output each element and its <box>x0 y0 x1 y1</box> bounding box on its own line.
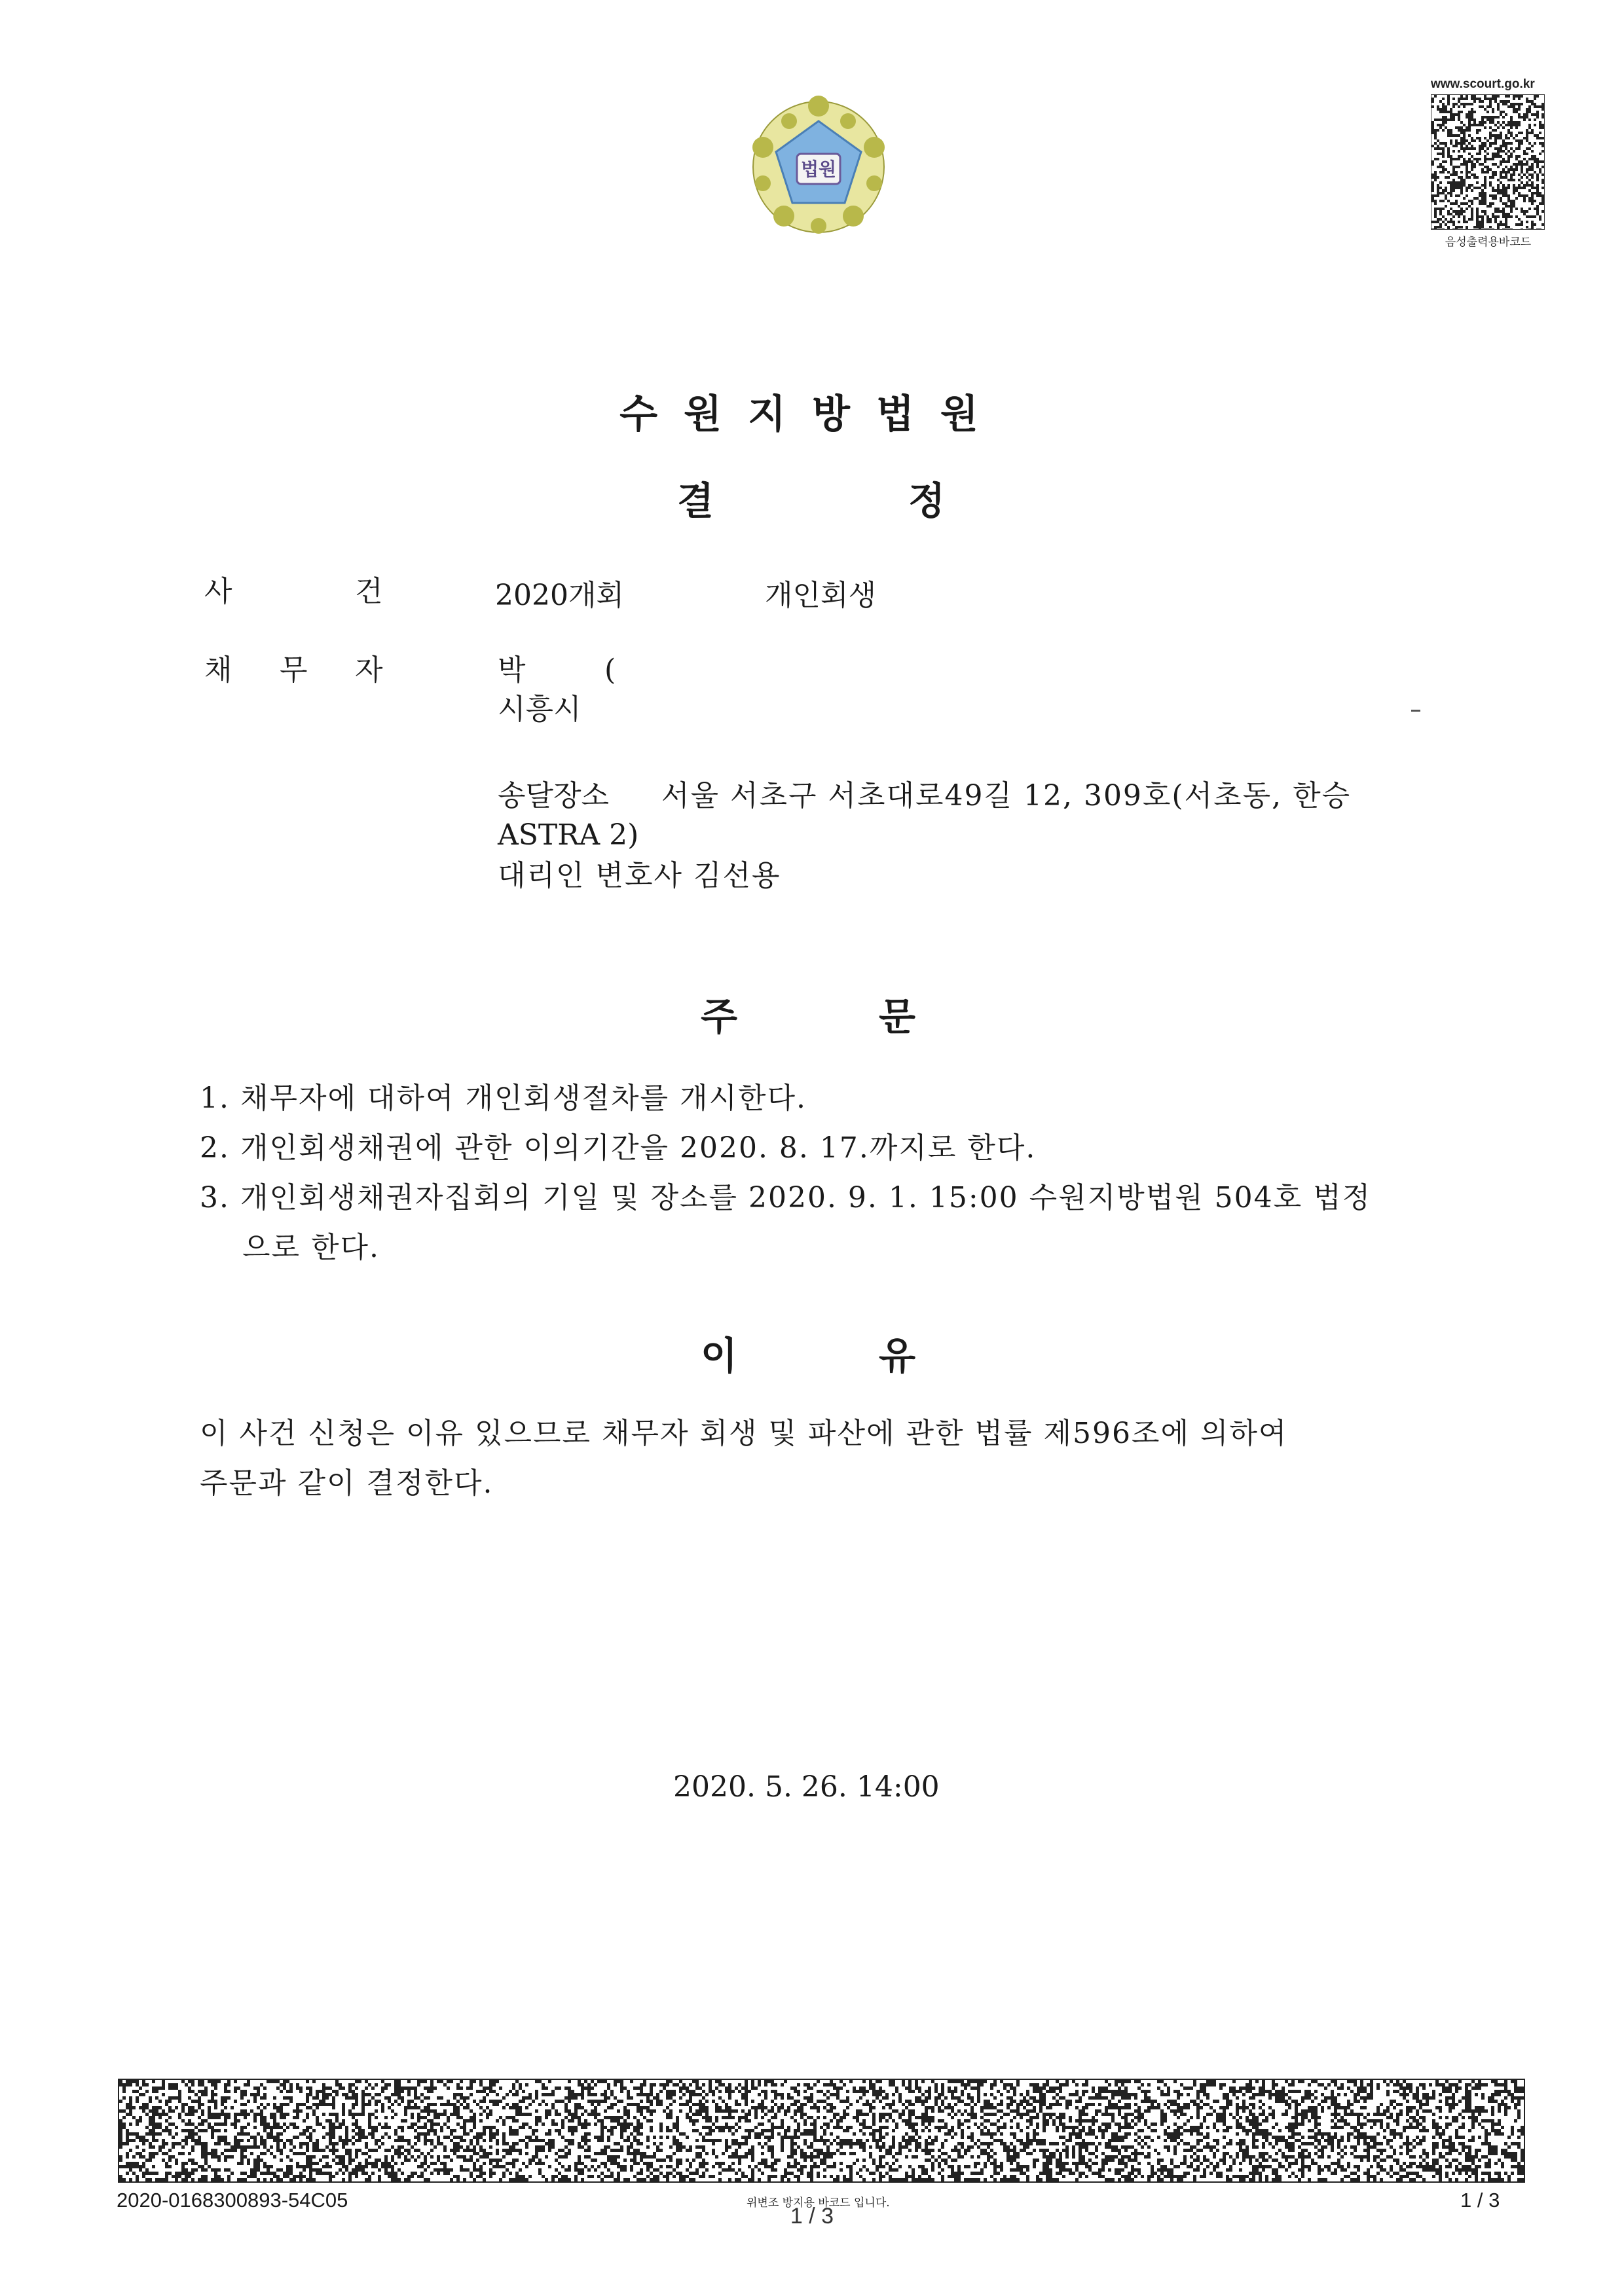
case-label-b: 건 <box>355 575 383 608</box>
order-item-1: 1. 채무자에 대하여 개인회생절차를 개시한다. <box>200 1082 807 1115</box>
anti-forgery-note: 위변조 방지용 바코드 입니다. <box>747 2196 890 2210</box>
seal-text: 법원 <box>800 158 837 180</box>
delivery-label: 송달장소 <box>498 779 610 812</box>
document-number: 2020-0168300893-54C05 <box>117 2189 348 2212</box>
reason-heading-a: 이 <box>701 1334 738 1378</box>
attorney: 대리인 변호사 김선용 <box>498 859 781 892</box>
document-type-char-2: 정 <box>908 479 946 523</box>
reason-heading-b: 유 <box>879 1334 916 1378</box>
redaction-mark <box>1411 710 1420 712</box>
case-type: 개인회생 <box>765 579 877 612</box>
court-name-title: 수원지방법원 <box>619 392 1005 437</box>
qr-code-pattern <box>1431 94 1545 230</box>
anti-forgery-barcode <box>118 2079 1525 2183</box>
debtor-label-a: 채 <box>204 653 232 687</box>
debtor-paren: ( <box>604 653 616 687</box>
debtor-address: 시흥시 <box>498 693 581 726</box>
debtor-label-b: 무 <box>280 653 308 687</box>
barcode-caption: 음성출력용바코드 <box>1445 236 1532 249</box>
case-number: 2020개회 <box>495 579 624 612</box>
court-seal-logo <box>743 92 894 242</box>
delivery-address-line1: 서울 서초구 서초대로49길 12, 309호(서초동, 한승 <box>661 779 1352 812</box>
page-number-right: 1 / 3 <box>1460 2189 1500 2212</box>
document-type-char-1: 결 <box>677 479 714 523</box>
order-item-2: 2. 개인회생채권에 관한 이의기간을 2020. 8. 17.까지로 한다. <box>200 1131 1037 1165</box>
court-url: www.scourt.go.kr <box>1431 77 1535 91</box>
debtor-label-c: 자 <box>355 653 383 687</box>
order-heading-b: 문 <box>879 994 916 1039</box>
delivery-address-line2: ASTRA 2) <box>498 818 639 852</box>
debtor-name: 박 <box>498 653 526 687</box>
reason-line-2: 주문과 같이 결정한다. <box>200 1467 494 1500</box>
reason-line-1: 이 사건 신청은 이유 있으므로 채무자 회생 및 파산에 관한 법률 제596조에 의하여 <box>200 1417 1288 1450</box>
order-item-3: 3. 개인회생채권자집회의 기일 및 장소를 2020. 9. 1. 15:00 수원지방법원 504호 법정 <box>200 1181 1372 1214</box>
order-heading-a: 주 <box>701 994 738 1039</box>
order-item-3-continuation: 으로 한다. <box>242 1231 380 1264</box>
page-number-center: 1 / 3 <box>790 2204 834 2229</box>
voice-output-barcode <box>1431 77 1545 249</box>
decision-datetime: 2020. 5. 26. 14:00 <box>673 1770 940 1804</box>
case-label-a: 사 <box>204 575 232 608</box>
